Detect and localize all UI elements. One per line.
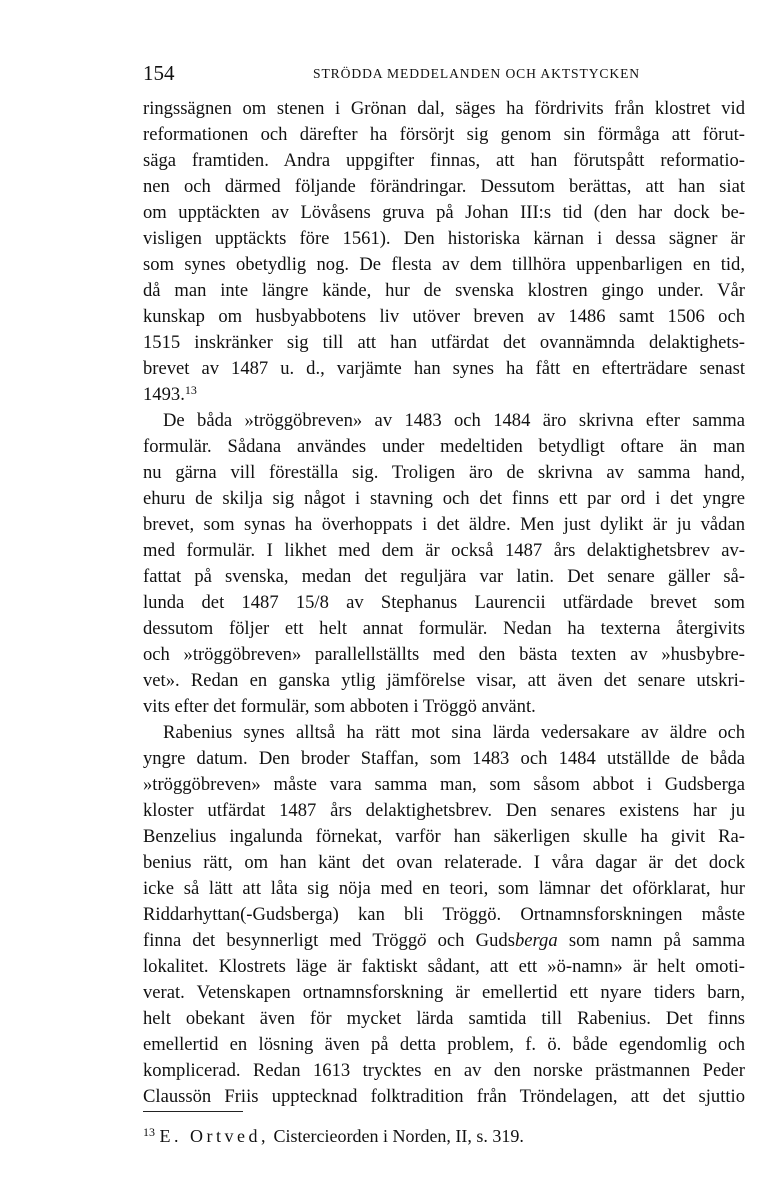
text-line: fattat på svenska, medan det reguljära var latin. Det senare gäller så- xyxy=(143,566,745,587)
text-line: »tröggöbreven» måste vara samma man, som såsom abbot i Gudsberga xyxy=(143,774,745,795)
italic-segment: berga xyxy=(514,930,558,951)
text-line: visligen upptäckts före 1561). Den historiska kärnan i dessa sägner är xyxy=(143,228,745,249)
italic-segment: ö xyxy=(417,930,427,951)
text-line: och »tröggöbreven» parallellställts med den bästa texten av »husbybre- xyxy=(143,644,745,665)
text-line: om upptäckten av Lövåsens gruva på Johan III:s tid (den har dock be- xyxy=(143,202,745,223)
text-line: verat. Vetenskapen ortnamnsforskning är emellertid ett nyare tiders barn, xyxy=(143,982,745,1003)
text-line: dessutom följer ett helt annat formulär. Nedan ha texterna återgivits xyxy=(143,618,745,639)
text-line: komplicerad. Redan 1613 trycktes en av den norske prästmannen Peder xyxy=(143,1060,745,1081)
text-line: ringssägnen om stenen i Grönan dal, säges ha fördrivits från klostret vid xyxy=(143,98,745,119)
text-line: säga framtiden. Andra uppgifter finnas, att han förutspått reformatio- xyxy=(143,150,745,171)
text-segment: 1493. xyxy=(143,384,185,405)
paragraph-end-line: vits efter det formulär, som abboten i Tröggö använt. xyxy=(143,696,536,717)
footnote-divider xyxy=(143,1111,243,1112)
text-line: icke så lätt att låta sig nöja med en teori, som lämnar det oförklarat, hur xyxy=(143,878,745,899)
text-line: brevet, som synas ha överhoppats i det äldre. Men just dylikt är ju vådan xyxy=(143,514,745,535)
text-line: formulär. Sådana användes under medeltiden betydligt oftare än man xyxy=(143,436,745,457)
footnote xyxy=(143,1124,745,1148)
text-line: då man inte längre kände, hur de svenska klostren gingo under. Vår xyxy=(143,280,745,301)
text-line: emellertid en lösning även på detta problem, f. ö. både egendomlig och xyxy=(143,1034,745,1055)
text-line: reformationen och därefter ha försörjt sig genom sin förmåga att förut- xyxy=(143,124,745,145)
page-header xyxy=(143,60,745,90)
text-line: Benzelius ingalunda förnekat, varför han säkerligen skulle ha givit Ra- xyxy=(143,826,745,847)
text-segment: finna det besynnerligt med Trögg xyxy=(143,930,418,951)
text-line: Riddarhyttan(-Gudsberga) kan bli Tröggö. Ortnamnsforskningen måste xyxy=(143,904,745,925)
text-line-with-italics xyxy=(143,928,745,954)
text-line: med formulär. I likhet med dem är också 1487 års delaktighetsbrev av- xyxy=(143,540,745,561)
text-segment: och Guds xyxy=(426,930,515,951)
text-line: yngre datum. Den broder Staffan, som 1483 och 1484 utställde de båda xyxy=(143,748,745,769)
text-line: kunskap om husbyabbotens liv utöver breven av 1486 samt 1506 och xyxy=(143,306,745,327)
body-text xyxy=(143,96,745,1110)
text-line: 1515 inskränker sig till att han utfärdat det ovannämnda delaktighets- xyxy=(143,332,745,353)
text-line: nu gärna vill föreställa sig. Troligen äro de skrivna av samma hand, xyxy=(143,462,745,483)
footnote-number: 13 xyxy=(143,1125,155,1139)
text-line: lunda det 1487 15/8 av Stephanus Laurencii utfärdade brevet som xyxy=(143,592,745,613)
text-line-with-footnote-ref xyxy=(143,382,745,408)
text-line: kloster utfärdat 1487 års delaktighetsbrev. Den senares existens har ju xyxy=(143,800,745,821)
text-line: helt obekant även för mycket lärda samtida till Rabenius. Det finns xyxy=(143,1008,745,1029)
footnote-reference: 13 xyxy=(184,383,197,397)
paragraph-start-line: De båda »tröggöbreven» av 1483 och 1484 äro skrivna efter samma xyxy=(163,410,745,431)
text-line: Claussön Friis upptecknad folktradition från Tröndelagen, att det sjuttio xyxy=(143,1086,745,1107)
text-line: nen och därmed följande förändringar. Dessutom berättas, att han siat xyxy=(143,176,745,197)
text-line: lokalitet. Klostrets läge är faktiskt sådant, att ett »ö-namn» är helt omoti- xyxy=(143,956,745,977)
text-line: ehuru de skilja sig något i stavning och det finns ett par ord i det yngre xyxy=(143,488,745,509)
text-segment: som namn på samma xyxy=(557,930,745,951)
footnote-author: E. Ortved, xyxy=(159,1126,269,1146)
running-head: STRÖDDA MEDDELANDEN OCH AKTSTYCKEN xyxy=(313,66,641,81)
text-line: som synes obetydlig nog. De flesta av dem tillhöra uppenbarligen en tid, xyxy=(143,254,745,275)
text-line: benius rätt, om han känt det ovan relaterade. I våra dagar är det dock xyxy=(143,852,745,873)
page-number: 154 xyxy=(143,61,175,85)
footnote-text: Cistercieorden i Norden, II, s. 319. xyxy=(268,1126,524,1146)
paragraph-start-line: Rabenius synes alltså ha rätt mot sina lärda vedersakare av äldre och xyxy=(163,722,745,743)
text-line: brevet av 1487 u. d., varjämte han synes ha fått en efterträdare senast xyxy=(143,358,745,379)
text-line: vet». Redan en ganska ytlig jämförelse visar, att även det senare utskri- xyxy=(143,670,745,691)
